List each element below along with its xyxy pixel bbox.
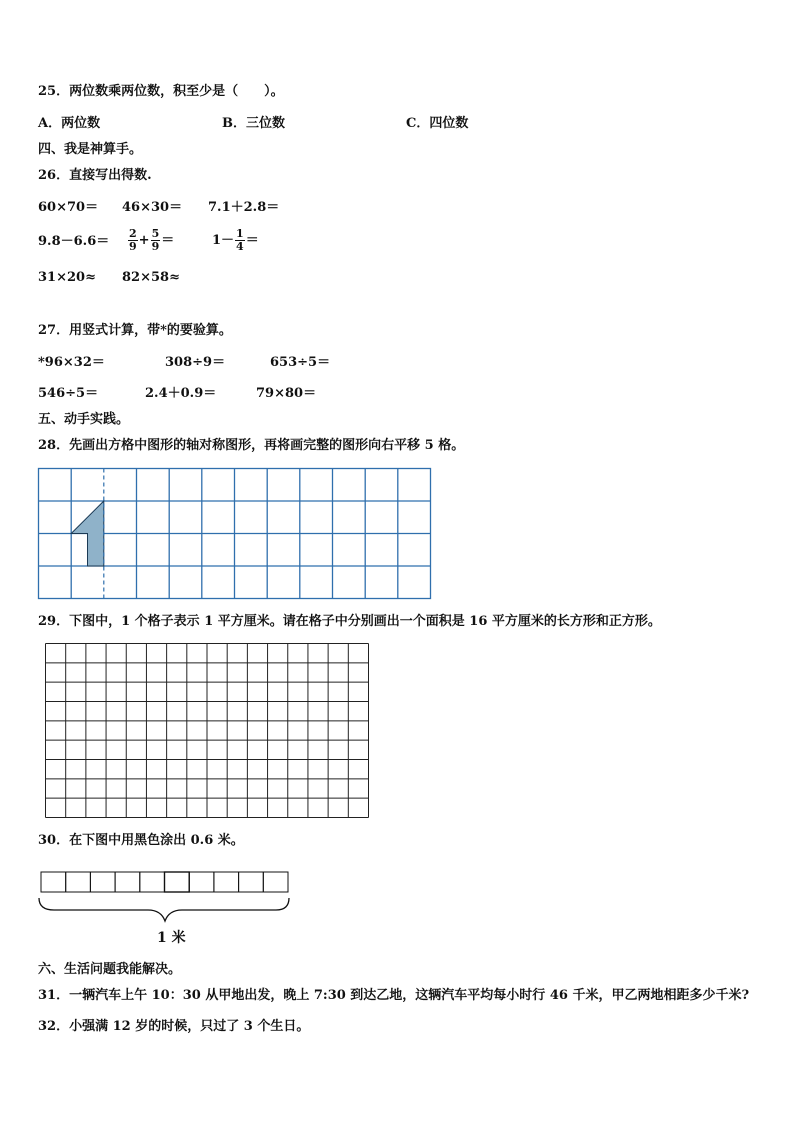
ruler-cell[interactable]: [140, 872, 165, 892]
ruler-cell[interactable]: [90, 872, 115, 892]
q28-shape: [71, 501, 104, 566]
q26-item-7: 31×20≈: [38, 270, 96, 285]
one-minus: 1－: [212, 233, 235, 248]
q27-item-4: 546÷5＝: [38, 386, 99, 401]
q26-item-3: 7.1＋2.8＝: [208, 200, 280, 215]
q28-grid[interactable]: [37, 467, 433, 601]
q30-ruler[interactable]: [36, 868, 294, 932]
q31-stem: 31．一辆汽车上午 10：30 从甲地出发，晚上 7:30 到达乙地，这辆汽车平均每小时行 46 千米，甲乙两地相距多少千米?: [38, 988, 750, 1003]
equals-sign: ＝: [161, 233, 175, 248]
plus-sign: +: [138, 233, 150, 248]
q25-stem: 25．两位数乘两位数，积至少是（ ）。: [38, 84, 284, 99]
ruler-cell[interactable]: [189, 872, 214, 892]
equals-sign: ＝: [245, 233, 259, 248]
q29-stem: 29．下图中，1 个格子表示 1 平方厘米。请在格子中分别画出一个面积是 16 平方厘米的长方形和正方形。: [38, 614, 661, 629]
q27-stem: 27．用竖式计算，带*的要验算。: [38, 323, 232, 338]
q26-item-6: [212, 226, 259, 256]
q32-stem: 32．小强满 12 岁的时候，只过了 3 个生日。: [38, 1019, 310, 1034]
ruler-cell[interactable]: [263, 872, 288, 892]
ruler-cell[interactable]: [66, 872, 91, 892]
q25-option-a[interactable]: A．两位数: [38, 116, 101, 131]
q27-item-5: 2.4＋0.9＝: [145, 386, 217, 401]
q28-stem: 28．先画出方格中图形的轴对称图形，再将画完整的图形向右平移 5 格。: [38, 438, 465, 453]
fraction-2-9: $\frac{2}{9}$: [129, 227, 137, 253]
q26-item-8: 82×58≈: [122, 270, 180, 285]
q27-item-3: 653÷5＝: [270, 355, 331, 370]
q27-item-1: *96×32＝: [38, 355, 105, 370]
q25-option-b[interactable]: B．三位数: [222, 116, 285, 131]
q26-item-1: 60×70＝: [38, 200, 99, 215]
q25-option-c[interactable]: C．四位数: [406, 116, 469, 131]
brace-label: 1 米: [157, 930, 186, 946]
section-6-heading: 六、生活问题我能解决。: [38, 962, 182, 977]
fraction-1-4: $\frac{1}{4}$: [236, 227, 244, 253]
section-5-heading: 五、动手实践。: [38, 412, 130, 427]
q26-item-5: [127, 226, 174, 256]
q27-item-2: 308÷9＝: [165, 355, 226, 370]
q26-item-4: 9.8－6.6＝: [38, 234, 110, 249]
q26-stem: 26．直接写出得数.: [38, 168, 152, 183]
brace: [39, 898, 289, 921]
ruler-cell[interactable]: [165, 872, 190, 892]
ruler-cell[interactable]: [115, 872, 140, 892]
ruler-cell[interactable]: [41, 872, 66, 892]
q29-grid[interactable]: [44, 642, 372, 820]
ruler-cell[interactable]: [214, 872, 239, 892]
section-4-heading: 四、我是神算手。: [38, 142, 143, 157]
q30-stem: 30．在下图中用黑色涂出 0.6 米。: [38, 833, 244, 848]
ruler-cell[interactable]: [239, 872, 264, 892]
q26-item-2: 46×30＝: [122, 200, 183, 215]
fraction-5-9: $\frac{5}{9}$: [151, 227, 160, 253]
q27-item-6: 79×80＝: [256, 386, 317, 401]
